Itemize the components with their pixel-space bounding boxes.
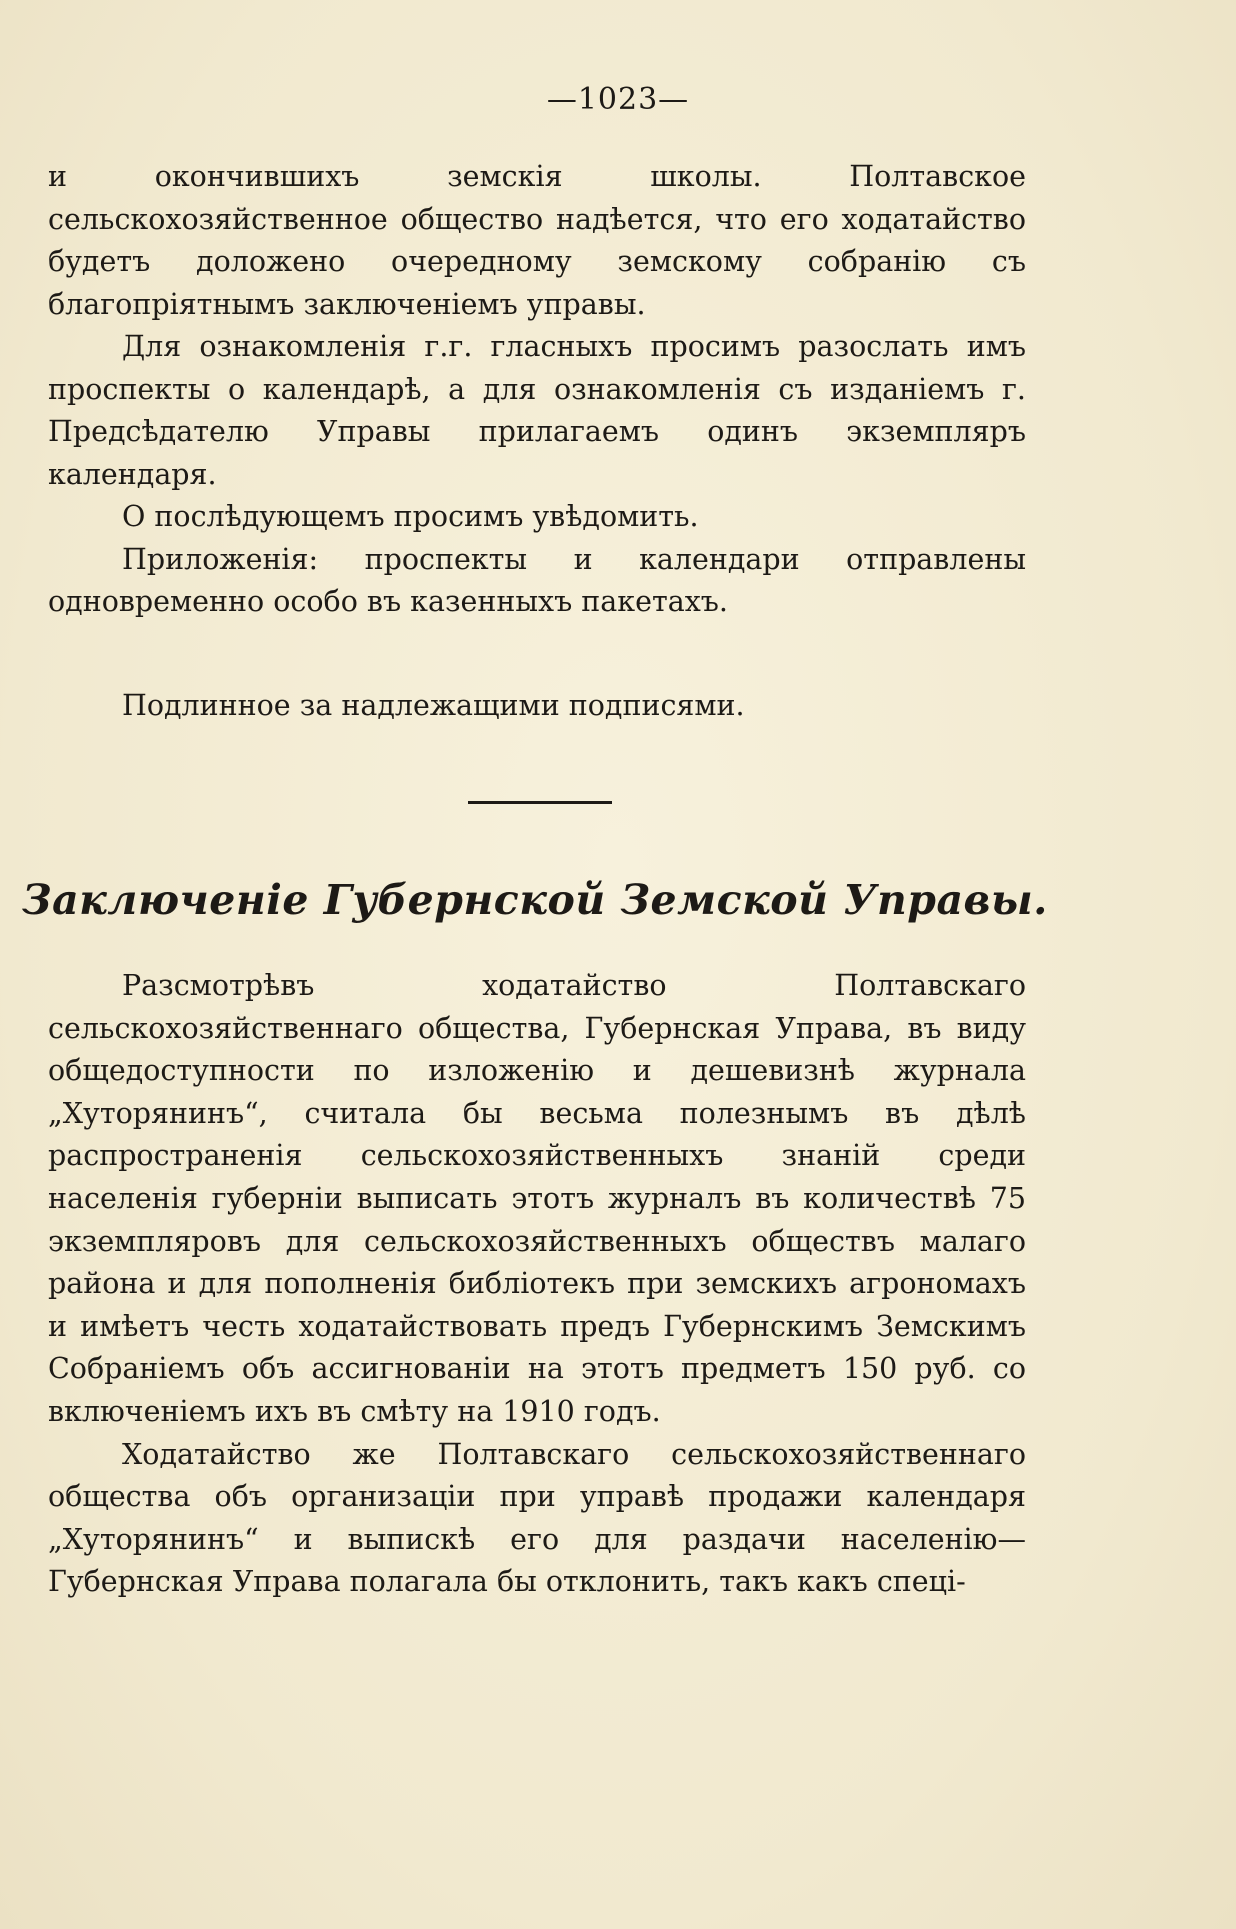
section-title: Заключеніе Губернской Земской Управы. [22,876,1048,924]
main-text [48,965,1026,1604]
intro-paragraph-3: О послѣдующемъ просимъ увѣдомить. [122,500,699,533]
signature-note: Подлинное за надлежащими подписями. [122,689,745,722]
section-divider [468,801,612,804]
main-paragraph-2: Ходатайство же Полтавскаго сельскохозяйственнаго общества объ организаціи при управѣ продажи календаря „Хуторянинъ“ и выпискѣ его для раздачи населенію—Губернская Управа полагала бы отклонить, такъ какъ спеці- [48,1437,1026,1599]
intro-text [48,156,1026,624]
main-paragraph-1: Разсмотрѣвъ ходатайство Полтавскаго сельскохозяйственнаго общества, Губернская Управа, въ виду общедоступности по изложенію и дешевизнѣ журнала „Хуторянинъ“, считала бы весьма полезнымъ въ дѣлѣ распространенія сельскохозяйственныхъ знаній среди населенія губерніи выписать этотъ журналъ въ количествѣ 75 экземпляровъ для сельскохозяйственныхъ обществъ малаго района и для пополненія библіотекъ при земскихъ агрономахъ и имѣетъ честь ходатайствовать предъ Губернскимъ Земскимъ Собраніемъ объ ассигнованіи на этотъ предметъ 150 руб. со включеніемъ ихъ въ смѣту на 1910 годъ. [48,969,1026,1428]
intro-paragraph-1: и окончившихъ земскія школы. Полтавское сельскохозяйственное общество надѣется, что его ходатайство будетъ доложено очередному земскому собранію съ благопріятнымъ заключеніемъ управы. [48,160,1026,321]
intro-paragraph-4: Приложенія: проспекты и календари отправлены одновременно особо въ казенныхъ пакетахъ. [48,542,1026,618]
page-number: —1023— [546,82,690,117]
intro-paragraph-2: Для ознакомленія г.г. гласныхъ просимъ разослать имъ проспекты о календарѣ, а для ознакомленія съ изданіемъ г. Предсѣдателю Управы прилагаемъ одинъ экземпляръ календаря. [48,330,1026,491]
